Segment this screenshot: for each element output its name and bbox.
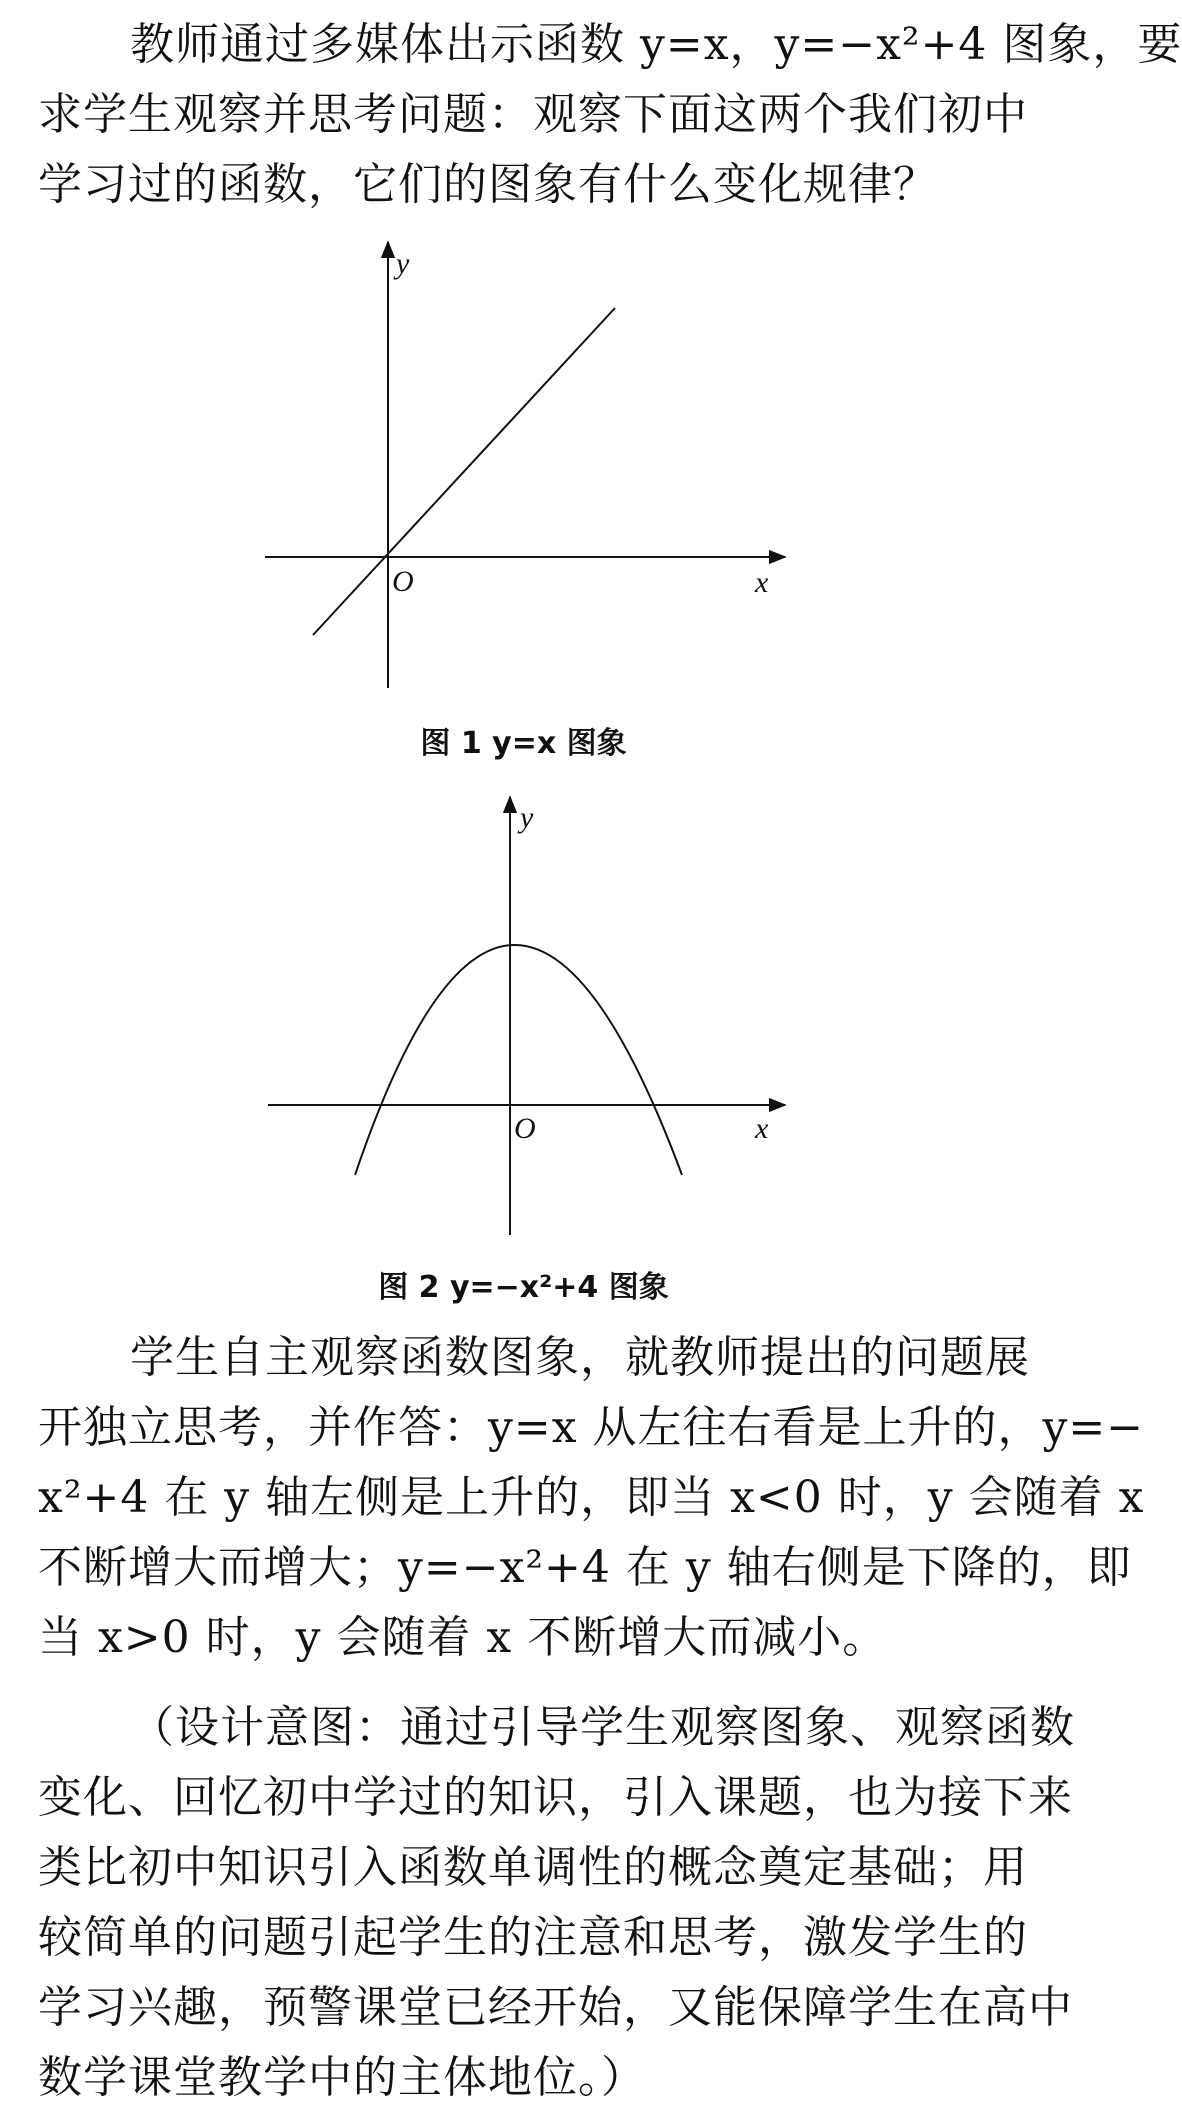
origin-label: O: [392, 565, 414, 598]
x-axis-label: x: [755, 566, 769, 599]
answer-line: 当 x>0 时，y 会随着 x 不断增大而减小。: [38, 1612, 888, 1663]
figure-1-graph: [0, 230, 1047, 750]
answer-line: 不断增大而增大；y=−x²+4 在 y 轴右侧是下降的，即: [38, 1542, 1132, 1593]
design-intent-paragraph: [38, 1693, 1075, 2113]
y-axis-label: y: [520, 801, 534, 834]
figure-2-graph: [0, 775, 1047, 1245]
intro-line: 教师通过多媒体出示函数 y=x，y=−x²+4 图象，要: [130, 19, 1182, 70]
y-axis-label: y: [396, 247, 410, 280]
line-y-equals-x: [313, 308, 615, 635]
origin-label: O: [514, 1112, 536, 1145]
figure-2-caption: 图 2 y=−x²+4 图象: [378, 1270, 669, 1305]
design-line: 类比初中知识引入函数单调性的概念奠定基础；用: [38, 1842, 1028, 1893]
design-line: 变化、回忆初中学过的知识，引入课题，也为接下来: [38, 1772, 1073, 1823]
design-line: 较简单的问题引起学生的注意和思考，激发学生的: [38, 1912, 1028, 1963]
intro-paragraph: [38, 10, 1182, 220]
intro-line: 学习过的函数，它们的图象有什么变化规律？: [38, 159, 938, 210]
answer-paragraph: [38, 1323, 1145, 1673]
design-line: （设计意图：通过引导学生观察图象、观察函数: [130, 1702, 1075, 1753]
answer-line: 开独立思考，并作答：y=x 从左往右看是上升的，y=−: [38, 1402, 1145, 1453]
answer-line: x²+4 在 y 轴左侧是上升的，即当 x<0 时，y 会随着 x: [38, 1472, 1145, 1523]
intro-line: 求学生观察并思考问题：观察下面这两个我们初中: [38, 89, 1028, 140]
answer-line: 学生自主观察函数图象，就教师提出的问题展: [130, 1332, 1030, 1383]
x-axis-label: x: [755, 1112, 769, 1145]
figure-1-caption: 图 1 y=x 图象: [420, 726, 627, 761]
design-line: 数学课堂教学中的主体地位。）: [38, 2052, 646, 2103]
design-line: 学习兴趣，预警课堂已经开始，又能保障学生在高中: [38, 1982, 1073, 2033]
